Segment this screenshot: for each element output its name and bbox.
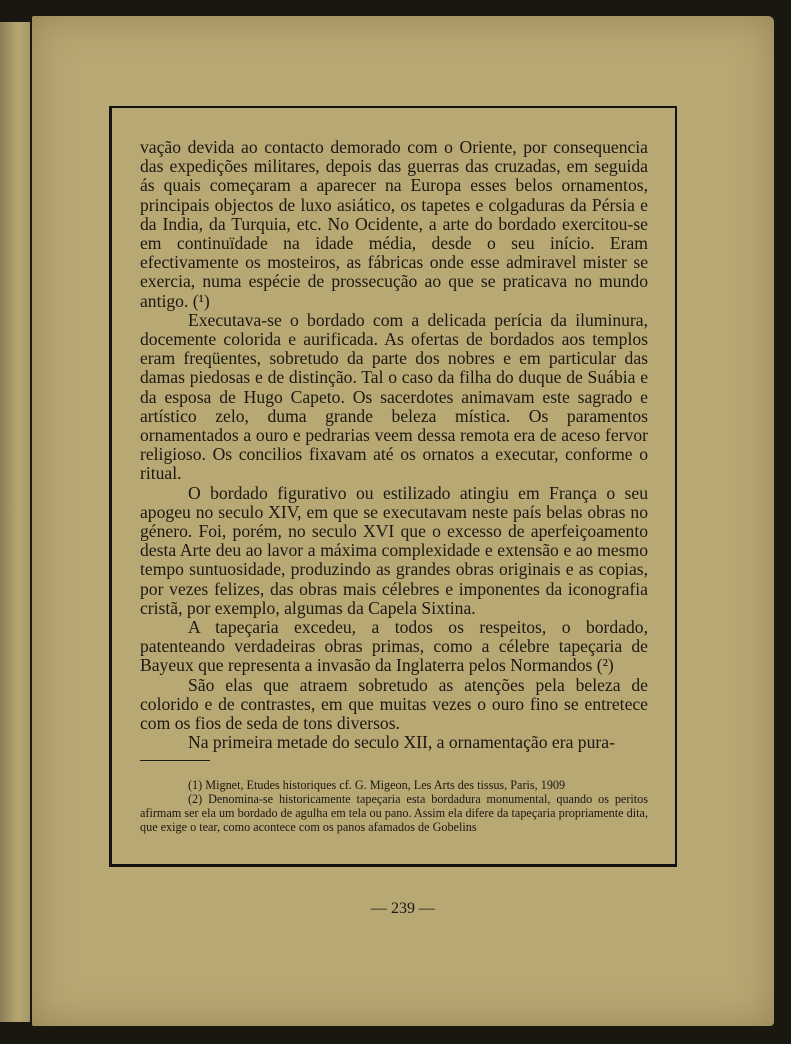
paragraph-4: A tapeçaria excedeu, a todos os respeitos, o bordado, patenteando verdadeiras obras primas, como a célebre tapeçaria de Bayeux que representa a invasão da Inglaterra pelos Normandos (²) [140, 617, 648, 676]
book-page [32, 16, 774, 1026]
footnotes [140, 778, 648, 834]
page-number: — 239 — [371, 900, 435, 917]
body-text [140, 138, 648, 753]
paragraph-3: O bordado figurativo ou estilizado atingiu em França o seu apogeu no seculo XIV, em que se executavam neste país belas obras no género. Foi, porém, no seculo XVI que o excesso de aperfeiçoamento desta Arte deu ao lavor a máxima complexidade e extensão e ao mesmo tempo suntuosidade, produzindo as grandes obras originais e as copias, por vezes felizes, das obras mais célebres e imponentes da iconografia cristã, por exemplo, algumas da Capela Sixtina. [140, 482, 648, 618]
paragraph-1: vação devida ao contacto demorado com o Oriente, por consequencia das expedições militares, depois das guerras das cruzadas, em seguida ás quais começaram a aparecer na Europa esses belos ornamentos, principais objectos de luxo asiático, os tapetes e colgaduras da Pérsia e da India, da Turquia, etc. No Ocidente, a arte do bordado exercitou-se em continuïdade na idade média, desde o seu início. Eram efectivamente os mosteiros, as fábricas onde esse admiravel mister se exercia, numa espécie de prossecução ao que se praticava no mundo antigo. (¹) [140, 137, 648, 311]
footnote-1: (1) Mignet, Etudes historiques cf. G. Migeon, Les Arts des tissus, Paris, 1909 [188, 778, 566, 792]
text-frame [109, 106, 677, 867]
paragraph-6: Na primeira metade do seculo XII, a ornamentação era pura- [188, 732, 615, 753]
paragraph-5: São elas que atraem sobretudo as atenções pela beleza de colorido e de contrastes, em que muitas vezes o ouro fino se entretece com os fios de seda de tons diversos. [140, 674, 648, 734]
facing-page-edge [0, 22, 30, 1022]
paragraph-2: Executava-se o bordado com a delicada perícia da iluminura, docemente colorida e aurificada. As ofertas de bordados aos templos eram freqüentes, sobretudo da parte dos nobres e em particular das damas piedosas e de distinção. Tal o caso da filha do duque de Suábia e da esposa de Hugo Capeto. Os sacerdotes animavam este sagrado e artístico zelo, duma grande beleza mística. Os paramentos ornamentados a ouro e pedrarias veem dessa remota era de aceso fervor religioso. Os concilios fixavam até os ornatos a executar, conforme o ritual. [140, 309, 648, 484]
footnote-2: (2) Denomina-se historicamente tapeçaria esta bordadura monumental, quando os peritos afirmam ser ela um bordado de agulha em tela ou pano. Assim ela difere da tapeçaria propriamente dita, que exige o tear, como acontece com os panos afamados de Gobelins [140, 792, 648, 834]
footnote-rule [140, 760, 210, 761]
